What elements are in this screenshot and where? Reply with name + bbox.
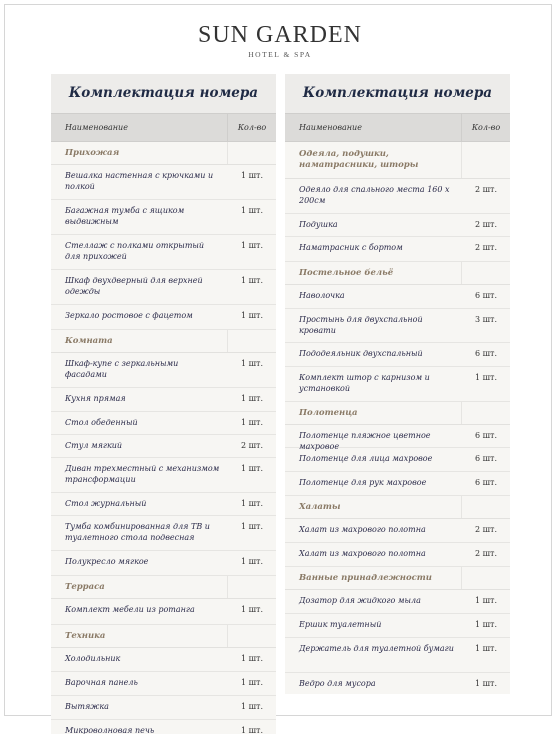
item-name: Варочная панель [65,678,138,687]
table-row [51,648,276,672]
item-name: Подушка [299,220,338,229]
item-qty: 1 шт. [240,359,264,368]
header-qty: Кол-во [227,114,276,141]
table-title: Комплектация номера [51,74,276,113]
section-qty-cell [227,576,276,598]
section-qty-cell [461,402,510,424]
item-name: Халат из махрового полотна [299,549,426,558]
table-row [285,179,510,214]
section-title: Ванные принадлежности [299,572,432,583]
item-qty: 1 шт. [474,679,498,688]
header-name: Наименование [65,123,128,132]
item-name: Вытяжка [65,702,109,711]
section-row [285,262,510,285]
item-name: Дозатор для жидкого мыла [299,596,421,605]
item-name: Тумба комбинированная для ТВ и туалетного стола подвесная [65,522,210,542]
item-qty: 1 шт. [240,557,264,566]
item-name: Зеркало ростовое с фацетом [65,311,193,320]
left-equipment-table [51,74,276,734]
item-qty: 1 шт. [240,394,264,403]
table-row [285,638,510,673]
item-qty: 2 шт. [474,525,498,534]
section-qty-cell [461,142,510,178]
item-qty: 6 шт. [474,349,498,358]
item-qty: 1 шт. [240,418,264,427]
table-row [285,614,510,638]
table-row [51,551,276,576]
table-row [285,673,510,694]
table-row [51,435,276,458]
item-name: Диван трехместный с механизмом трансформации [65,464,220,484]
item-name: Полотенце для рук махровое [299,478,427,487]
table-row [285,543,510,567]
item-qty: 6 шт. [474,431,498,440]
section-title: Халаты [299,501,341,512]
table-row [51,412,276,435]
table-row [51,672,276,696]
item-name: Полукресло мягкое [65,557,149,566]
item-name: Полотенце пляжное цветное махровое [299,431,431,451]
item-name: Халат из махрового полотна [299,525,426,534]
logo-sub-text: HOTEL & SPA [248,50,312,59]
section-title: Терраса [65,581,105,592]
item-name: Комплект штор с карнизом и установкой [299,373,430,393]
item-name: Полотенце для лица махровое [299,454,433,463]
item-name: Наматрасник с бортом [299,243,403,252]
item-qty: 1 шт. [240,678,264,687]
table-row [285,519,510,543]
header-name: Наименование [299,123,362,132]
table-row [285,214,510,237]
item-name: Шкаф-купе с зеркальными фасадами [65,359,179,379]
table-row [51,353,276,388]
table-row [51,305,276,330]
section-qty-cell [461,262,510,284]
section-qty-cell [227,330,276,352]
section-row [51,142,276,165]
item-name: Ершик туалетный [299,620,382,629]
item-name: Стеллаж с полками открытый для прихожей [65,241,205,261]
table-row [285,448,510,472]
item-qty: 1 шт. [240,276,264,285]
header-qty: Кол-во [461,114,510,141]
item-qty: 6 шт. [474,291,498,300]
section-title: Одеяла, подушки, наматрасники, шторы [299,149,419,170]
section-title: Постельное бельё [299,267,394,278]
item-name: Стол обеденный [65,418,138,427]
table-row [51,200,276,235]
item-qty: 1 шт. [240,654,264,663]
item-qty: 1 шт. [240,206,264,215]
item-name: Микроволновая печь [65,726,155,734]
item-qty: 1 шт. [474,596,498,605]
table-title: Комплектация номера [285,74,510,113]
section-title: Прихожая [65,147,120,158]
section-row [51,330,276,353]
section-row [285,567,510,590]
item-qty: 2 шт. [240,441,264,450]
item-name: Ведро для мусора [299,679,376,688]
section-title: Полотенца [299,407,358,418]
table-row [51,493,276,516]
item-qty: 1 шт. [240,311,264,320]
table-row [285,472,510,496]
table-row [285,367,510,402]
table-row [285,425,510,451]
section-title: Комната [65,335,113,346]
item-qty: 6 шт. [474,478,498,487]
section-row [285,402,510,425]
item-qty: 2 шт. [474,220,498,229]
section-qty-cell [461,567,510,589]
item-qty: 1 шт. [240,702,264,711]
section-row [51,625,276,648]
table-row [51,696,276,720]
item-qty: 1 шт. [474,620,498,629]
table-row [51,388,276,412]
table-row [285,285,510,309]
item-qty: 1 шт. [240,522,264,531]
item-qty: 1 шт. [240,605,264,614]
item-qty: 3 шт. [474,315,498,324]
table-row [51,516,276,551]
item-name: Простынь для двухспальной кровати [299,315,423,335]
item-name: Шкаф двухдверный для верхней одежды [65,276,203,296]
table-header [285,113,510,142]
section-qty-cell [227,142,276,164]
item-name: Кухня прямая [65,394,126,403]
item-name: Держатель для туалетной бумаги [299,644,454,653]
table-row [51,599,276,625]
logo-main-text: SUN GARDEN [197,22,362,48]
item-name: Вешалка настенная с крючками и полкой [65,171,214,191]
table-row [51,270,276,305]
item-qty: 1 шт. [240,499,264,508]
item-name: Наволочка [299,291,345,300]
item-name: Комплект мебели из ротанга [65,605,195,614]
item-name: Стул мягкий [65,441,123,450]
item-name: Багажная тумба с ящиком выдвижным [65,206,185,226]
item-name: Холодильник [65,654,121,663]
table-row [285,237,510,262]
section-row [285,142,510,179]
item-qty: 2 шт. [474,185,498,194]
item-name: Стол журнальный [65,499,147,508]
section-qty-cell [227,625,276,647]
table-header [51,113,276,142]
table-body [51,142,276,734]
item-qty: 6 шт. [474,454,498,463]
hotel-logo [0,22,560,59]
item-qty: 1 шт. [474,373,498,382]
item-qty: 1 шт. [240,464,264,473]
table-row [285,590,510,614]
table-body [285,142,510,694]
table-row [51,165,276,200]
item-qty: 1 шт. [240,171,264,180]
table-row [51,458,276,493]
item-qty: 2 шт. [474,549,498,558]
section-row [285,496,510,519]
right-equipment-table [285,74,510,694]
item-qty: 1 шт. [240,726,264,734]
item-qty: 1 шт. [474,644,498,653]
item-qty: 2 шт. [474,243,498,252]
item-name: Пододеяльник двухспальный [299,349,423,358]
section-row [51,576,276,599]
table-row [285,309,510,343]
item-name: Одеяло для спального места 160 х 200см [299,185,450,205]
section-qty-cell [461,496,510,518]
item-qty: 1 шт. [240,241,264,250]
table-row [51,720,276,734]
section-title: Техника [65,630,106,641]
table-row [51,235,276,270]
table-row [285,343,510,367]
